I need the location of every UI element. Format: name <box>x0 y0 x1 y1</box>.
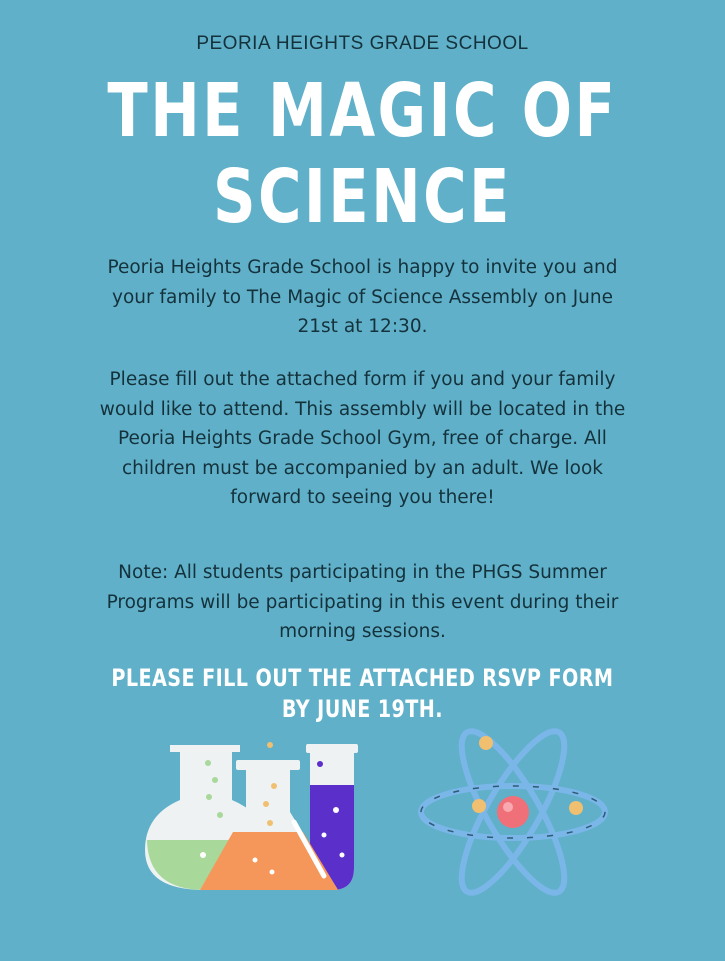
title-line-2: SCIENCE <box>213 154 512 240</box>
page-title <box>72 68 652 240</box>
nucleus-icon <box>497 796 529 828</box>
electron-icon <box>569 801 583 815</box>
rsvp-line-1: PLEASE FILL OUT THE ATTACHED RSVP FORM <box>111 664 614 692</box>
electron-icon <box>472 799 486 813</box>
title-line-1: THE MAGIC OF <box>107 68 618 154</box>
electron-icon <box>479 736 493 750</box>
lab-flasks-icon <box>145 742 358 890</box>
note-paragraph: Note: All students participating in the PHGS Summer Programs will be participating in this event during their morning sessions. <box>106 562 619 642</box>
science-illustration <box>0 728 725 918</box>
atom-icon <box>421 728 605 905</box>
intro-paragraph: Peoria Heights Grade School is happy to invite you and your family to The Magic of Science Assembly on June 21st at 12:30. <box>107 257 618 337</box>
rsvp-line-2: BY JUNE 19TH. <box>281 695 443 723</box>
rsvp-callout <box>72 663 652 725</box>
details-paragraph: Please fill out the attached form if you and your family would like to attend. This assembly will be located in the Peoria Heights Grade School Gym, free of charge. All children must be accompanied by an adult. We look forward to seeing you there! <box>99 369 626 508</box>
school-name: PEORIA HEIGHTS GRADE SCHOOL <box>196 33 529 54</box>
